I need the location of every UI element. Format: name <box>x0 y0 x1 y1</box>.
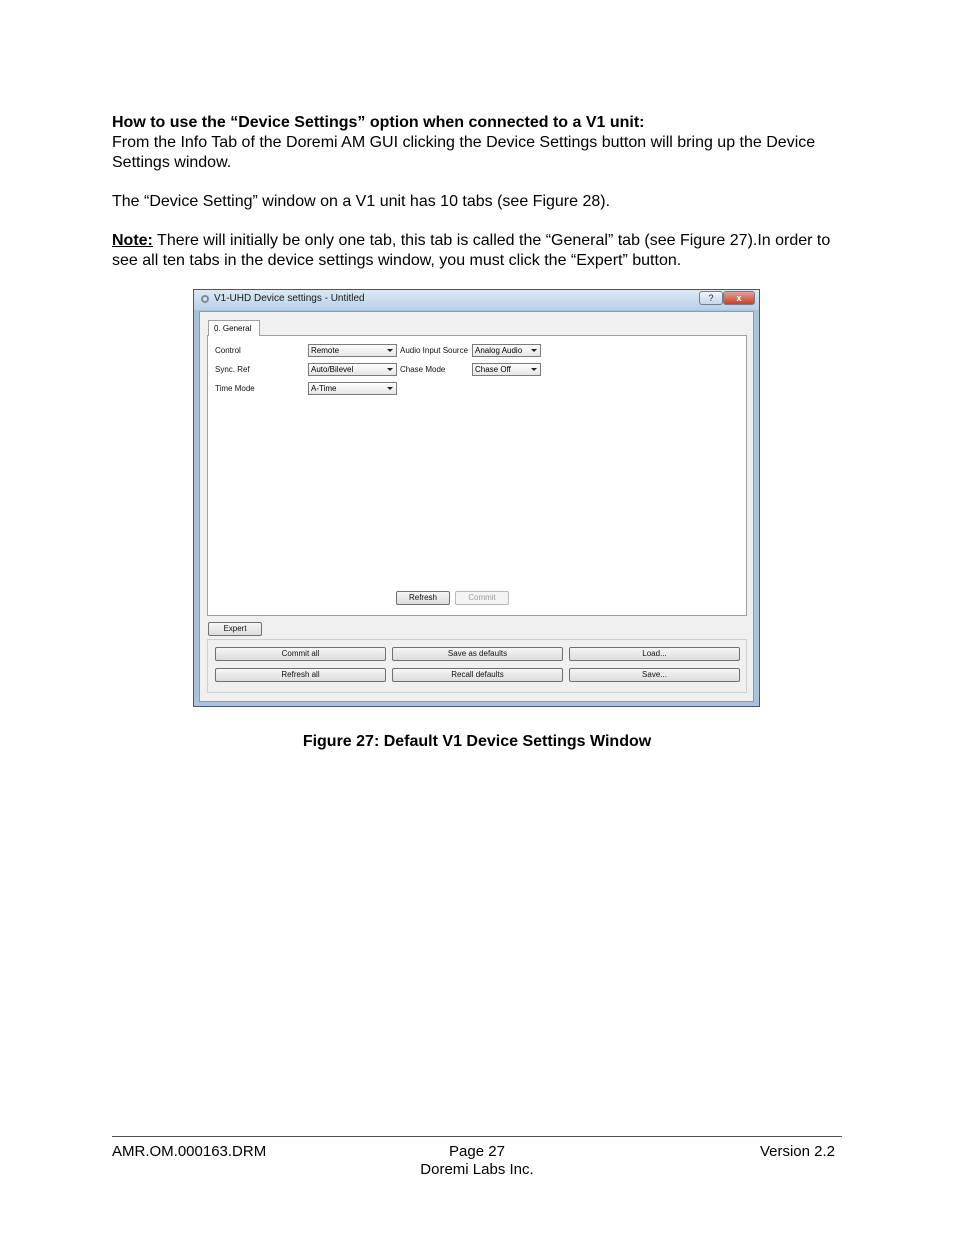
footer-page-number: Page 27 <box>449 1143 505 1160</box>
control-select[interactable] <box>308 344 397 357</box>
device-settings-window <box>193 289 760 707</box>
section-heading: How to use the “Device Settings” option when connected to a V1 unit: <box>112 114 645 131</box>
audio-input-select[interactable] <box>472 344 541 357</box>
help-button[interactable]: ? <box>699 291 723 305</box>
actions-group <box>207 639 747 693</box>
footer-version: Version 2.2 <box>759 1143 835 1160</box>
commit-button[interactable]: Commit <box>455 591 509 605</box>
chase-mode-select[interactable] <box>472 363 541 376</box>
sync-ref-label: Sync. Ref <box>215 365 250 374</box>
tab-general[interactable]: 0. General <box>208 320 260 336</box>
figure-caption: Figure 27: Default V1 Device Settings Window <box>302 733 652 750</box>
chase-mode-value: Chase Off <box>475 365 511 374</box>
footer-doc-id: AMR.OM.000163.DRM <box>112 1143 267 1160</box>
control-value: Remote <box>311 346 340 355</box>
refresh-all-button[interactable]: Refresh all <box>215 668 386 682</box>
load-button[interactable]: Load... <box>569 647 740 661</box>
app-icon <box>200 294 210 304</box>
close-button[interactable]: x <box>723 291 755 305</box>
chevron-down-icon <box>387 349 393 352</box>
chevron-down-icon <box>387 368 393 371</box>
window-title: V1-UHD Device settings - Untitled <box>214 293 365 304</box>
recall-defaults-button[interactable]: Recall defaults <box>392 668 563 682</box>
expert-button[interactable]: Expert <box>208 622 262 636</box>
commit-all-button[interactable]: Commit all <box>215 647 386 661</box>
time-mode-value: A-Time <box>311 384 337 393</box>
save-as-defaults-button[interactable]: Save as defaults <box>392 647 563 661</box>
note-label: Note: <box>112 232 153 249</box>
control-label: Control <box>215 346 241 355</box>
chase-mode-label: Chase Mode <box>400 365 446 374</box>
tabs-paragraph: The “Device Setting” window on a V1 unit has 10 tabs (see Figure 28). <box>112 193 611 210</box>
general-tab-panel <box>207 335 747 616</box>
time-mode-select[interactable] <box>308 382 397 395</box>
chevron-down-icon <box>531 349 537 352</box>
refresh-button[interactable]: Refresh <box>396 591 450 605</box>
footer-divider <box>112 1136 842 1137</box>
save-button[interactable]: Save... <box>569 668 740 682</box>
chevron-down-icon <box>387 387 393 390</box>
audio-input-value: Analog Audio <box>475 346 523 355</box>
time-mode-label: Time Mode <box>215 384 255 393</box>
footer-company: Doremi Labs Inc. <box>420 1161 534 1178</box>
audio-input-label: Audio Input Source <box>400 346 469 355</box>
window-titlebar[interactable] <box>194 290 759 310</box>
note-paragraph <box>112 231 842 270</box>
chevron-down-icon <box>531 368 537 371</box>
window-client-area <box>199 311 754 702</box>
note-text: There will initially be only one tab, this tab is called the “General” tab (see Figure 27).In order to see all ten tabs in the device settings window, you must click the “Expert” button. <box>112 232 831 269</box>
sync-ref-select[interactable] <box>308 363 397 376</box>
intro-paragraph: From the Info Tab of the Doremi AM GUI clicking the Device Settings button will bring up the Device Settings window. <box>112 134 816 171</box>
sync-ref-value: Auto/Bilevel <box>311 365 354 374</box>
